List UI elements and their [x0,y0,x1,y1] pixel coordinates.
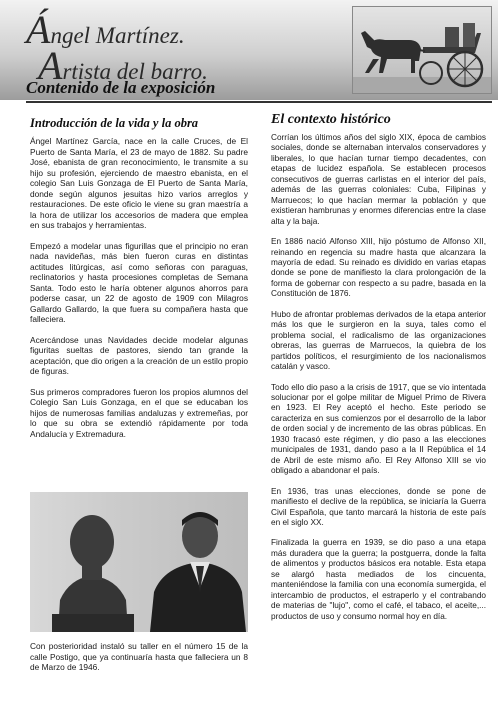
paragraph: Corrían los últimos años del siglo XIX, época de cambios sociales, donde se alternaban intervalos conservadores y liberales, lo que hacían turnar tiempo decadentes, con etapas de lucidez española. Se establecen procesos consecutivos de guerras carlistas en el interior del país, además de las guerras coloniales: Cuba, Filipinas y Marruecos; lo que hacían mermar la población y que existieran hambrunas y enormes diferencias entre la clase alta y la baja. [271,133,486,226]
paragraph: Acercándose unas Navidades decide modelar algunas figuritas sueltas de pastores, siendo tan grande la aceptación, que dio origen a la creación de un estilo propio de figuras. [30,334,249,376]
paragraph: Ángel Martínez García, nace en la calle Cruces, de El Puerto de Santa María, el 23 de mayo de 1882. Su padre José, ebanista de gran reconocimiento, le transmite a su hijo su profesión, ejerciendo de maestro ebanista, en el colegio San Luis Gonzaga de El Puerto de Santa María, donde según algunos jesuitas hizo varios arreglos y restauraciones. De este oficio le viene su gran maestría a la hora de utilizar los accesorios de madera que emplea en sus trabajos y herramientas. [30,136,248,230]
paragraph: Todo ello dio paso a la crisis de 1917, que se vio intentada solucionar por el golpe militar de Miguel Primo de Rivera en 1923. El Rey aceptó el hecho. Este periodo se caracteriza en sus comienzos por el desarrollo de la labor de orden social y de incremento de las obras públicas. En 1930 fracasó este régimen, y dio paso a las elecciones municipales de 1931, dando paso a la II República el 14 de Abril de este mismo año. El Rey Alfonso XIII se vio obligado a abandonar el país. [271,382,486,476]
right-column [271,112,486,632]
section-heading-introduccion: Introducción de la vida y la obra [30,116,199,130]
brand-initial-2: A [38,43,63,88]
title-divider [26,101,492,103]
brand-text-1: ngel Martínez. [50,23,185,48]
brand-initial-1: Á [26,7,51,52]
paragraph: Sus primeros compradores fueron los propios alumnos del Colegio San Luis Gonzaga, en el que se educaban los hijos de numerosas familias andaluzas y extremeñas, por lo que su obra se extendió rápidamente por toda Andalucía y Extremadura. [30,386,248,439]
paragraph: Empezó a modelar unas figurillas que el principio no eran nada navideñas, más bien fueron curas en distintas actitudes litúrgicas, así como señoras con paraguas, reclinatorios y hasta procesiones completas de Semana Santa. Todo esto le haría obtener algunos ahorros para poderse casar, un 22 de agosto de 1909 con Milagros Gallardo Gallardo, la que fuera su compañera hasta que falleciera. [30,240,248,324]
section-heading-contexto: El contexto histórico [271,112,391,127]
brand-text-2: rtista del barro. [62,59,208,84]
artist-with-bust-photo [30,492,248,632]
horse-carriage-photo [352,6,492,94]
paragraph: En 1886 nació Alfonso XIII, hijo póstumo de Alfonso XII, reinando en regencia su madre hasta que alcanzara la mayoría de edad. Su reinado es dividido en varias etapas donde se pone de manifiesto la clara prolongación de la forma de gobernar con respecto a su padre, basada en la Constitución de 1876. [271,237,486,299]
left-column [30,116,248,449]
photo-caption: Con posterioridad instaló su taller en el número 15 de la calle Postigo, que ya continuaría hasta que falleciera un 8 de Marzo de 1946. [30,641,248,672]
artist-with-bust-illustration [30,492,248,632]
paragraph: En 1936, tras unas elecciones, donde se pone de manifiesto el declive de la república, se iniciaría la Guerra Civil Española, que tanto marcará la historia de este país en el siglo XX. [271,486,486,527]
paragraph: Hubo de afrontar problemas derivados de la etapa anterior más los que le surgieron en la suya, tales como el problema social, el radicalismo de las organizaciones obreras, las guerras de Marruecos, la quiebra de los partidos políticos, el resurgimiento de los nacionalismos catalán y vasco. [271,309,486,372]
horse-carriage-illustration [353,7,492,94]
paragraph: Finalizada la guerra en 1939, se dio paso a una etapa más duradera que la guerra; la postguerra, donde la falta de alimentos y productos básicos era notable. Esta etapa se alargó hasta mediados de los cincuenta, manteniéndose la familia con una economía sumergida, el intercambio de productos, el estraperlo y el contrabando de materias de "lujo", como el café, el tabaco, el aceite,... productos de uso y consumo normal hoy en día. [271,538,486,621]
page-title: Contenido de la exposición [26,78,216,97]
